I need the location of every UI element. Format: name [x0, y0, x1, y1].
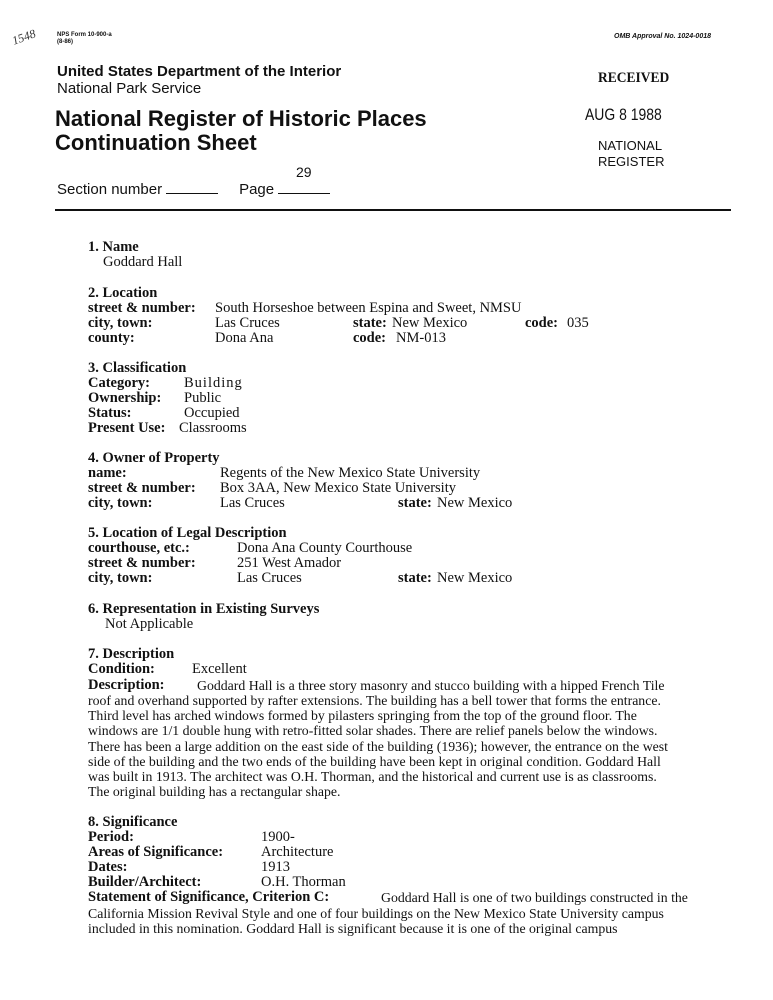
stamp-register: REGISTER	[598, 154, 665, 169]
areas-value: Architecture	[261, 844, 334, 860]
dates-label: Dates:	[88, 859, 128, 875]
section-5-heading: 5. Location of Legal Description	[88, 525, 287, 541]
location-county-code-value: NM-013	[396, 330, 446, 346]
location-city-value: Las Cruces	[215, 315, 280, 331]
form-number: NPS Form 10-900-a	[57, 32, 112, 38]
location-code-label: code:	[525, 315, 559, 331]
surveys-value: Not Applicable	[105, 616, 194, 632]
condition-value: Excellent	[192, 661, 247, 677]
received-stamp: RECEIVED	[598, 70, 670, 86]
owner-name-label: name:	[88, 465, 127, 481]
description-line-3: Third level has arched windows formed by pilasters springing from the top of the ground floor. The	[88, 708, 637, 723]
builder-value: O.H. Thorman	[261, 874, 346, 890]
department-name: United States Department of the Interior	[57, 63, 342, 80]
header-divider	[55, 209, 731, 211]
description-line-4: windows are 1/1 double hung with retro-fitted solar shades. There are relief panels below the windows.	[88, 723, 658, 738]
section-7-heading: 7. Description	[88, 646, 175, 662]
builder-label: Builder/Architect:	[88, 874, 202, 890]
location-county-code-label: code:	[353, 330, 387, 346]
section-number-field	[166, 181, 218, 194]
section-2-heading: 2. Location	[88, 285, 158, 301]
statement-label: Statement of Significance, Criterion C:	[88, 889, 330, 905]
status-label: Status:	[88, 405, 132, 421]
present-use-label: Present Use:	[88, 420, 166, 436]
legal-street-value: 251 West Amador	[237, 555, 342, 571]
category-value: Building	[184, 375, 243, 391]
page-label: Page	[239, 181, 275, 198]
ownership-label: Ownership:	[88, 390, 162, 406]
section-page-line	[57, 181, 330, 198]
legal-state-label: state:	[398, 570, 432, 586]
description-line-8: The original building has a rectangular shape.	[88, 784, 341, 799]
description-line-6: side of the building and the two ends of the building have been kept in original condition. Goddard Hall	[88, 754, 661, 769]
section-1-heading: 1. Name	[88, 239, 139, 255]
description-label: Description:	[88, 677, 165, 693]
form-title: National Register of Historic Places	[55, 106, 427, 131]
legal-street-label: street & number:	[88, 555, 196, 571]
legal-city-label: city, town:	[88, 570, 153, 586]
statement-line-1: Goddard Hall is one of two buildings constructed in the	[381, 890, 688, 905]
description-line-1: Goddard Hall is a three story masonry and stucco building with a hipped French Tile	[197, 678, 665, 693]
section-6-heading: 6. Representation in Existing Surveys	[88, 601, 320, 617]
form-date: (8-86)	[57, 39, 74, 45]
present-use-value: Classrooms	[179, 420, 247, 436]
owner-state-value: New Mexico	[437, 495, 513, 511]
status-value: Occupied	[184, 405, 240, 421]
description-line-7: was built in 1913. The architect was O.H. Thorman, and the historical and current use is as classrooms.	[88, 769, 657, 784]
ownership-value: Public	[184, 390, 222, 406]
description-line-5: There has been a large addition on the east side of the building (1936); however, the entrance on the west	[88, 739, 669, 754]
location-street-label: street & number:	[88, 300, 196, 316]
section-4-heading: 4. Owner of Property	[88, 450, 220, 466]
location-city-label: city, town:	[88, 315, 153, 331]
period-label: Period:	[88, 829, 134, 845]
location-state-label: state:	[353, 315, 387, 331]
received-date-stamp: AUG 8 1988	[585, 105, 662, 124]
location-county-label: county:	[88, 330, 135, 346]
areas-label: Areas of Significance:	[88, 844, 224, 860]
owner-city-label: city, town:	[88, 495, 153, 511]
owner-street-label: street & number:	[88, 480, 196, 496]
legal-city-value: Las Cruces	[237, 570, 302, 586]
courthouse-value: Dona Ana County Courthouse	[237, 540, 413, 556]
agency-name: National Park Service	[57, 80, 202, 97]
page-number-field	[278, 181, 330, 194]
location-code-value: 035	[567, 315, 589, 331]
location-county-value: Dona Ana	[215, 330, 274, 346]
statement-line-3: included in this nomination. Goddard Hall is significant because it is one of the original campus	[88, 921, 618, 936]
omb-approval: OMB Approval No. 1024-0018	[614, 33, 711, 40]
section-8-heading: 8. Significance	[88, 814, 178, 830]
form-id	[57, 32, 112, 46]
period-value: 1900-	[261, 829, 295, 845]
location-street-value: South Horseshoe between Espina and Sweet, NMSU	[215, 300, 522, 316]
form-subtitle: Continuation Sheet	[55, 130, 257, 155]
owner-name-value: Regents of the New Mexico State University	[220, 465, 481, 481]
owner-city-value: Las Cruces	[220, 495, 285, 511]
dates-value: 1913	[261, 859, 290, 875]
handwritten-mark: 1548	[10, 26, 38, 48]
location-state-value: New Mexico	[392, 315, 468, 331]
section-label: Section number	[57, 181, 163, 198]
stamp-national: NATIONAL	[598, 138, 663, 153]
statement-line-2: California Mission Revival Style and one of four buildings on the New Mexico State University campus	[88, 906, 664, 921]
owner-street-value: Box 3AA, New Mexico State University	[220, 480, 456, 496]
page-number: 29	[296, 164, 312, 180]
category-label: Category:	[88, 375, 151, 391]
property-name: Goddard Hall	[103, 254, 183, 270]
description-line-2: roof and overhand supported by rafter extensions. The building has a bell tower that forms the entrance.	[88, 693, 661, 708]
section-3-heading: 3. Classification	[88, 360, 187, 376]
owner-state-label: state:	[398, 495, 432, 511]
courthouse-label: courthouse, etc.:	[88, 540, 190, 556]
condition-label: Condition:	[88, 661, 155, 677]
legal-state-value: New Mexico	[437, 570, 513, 586]
